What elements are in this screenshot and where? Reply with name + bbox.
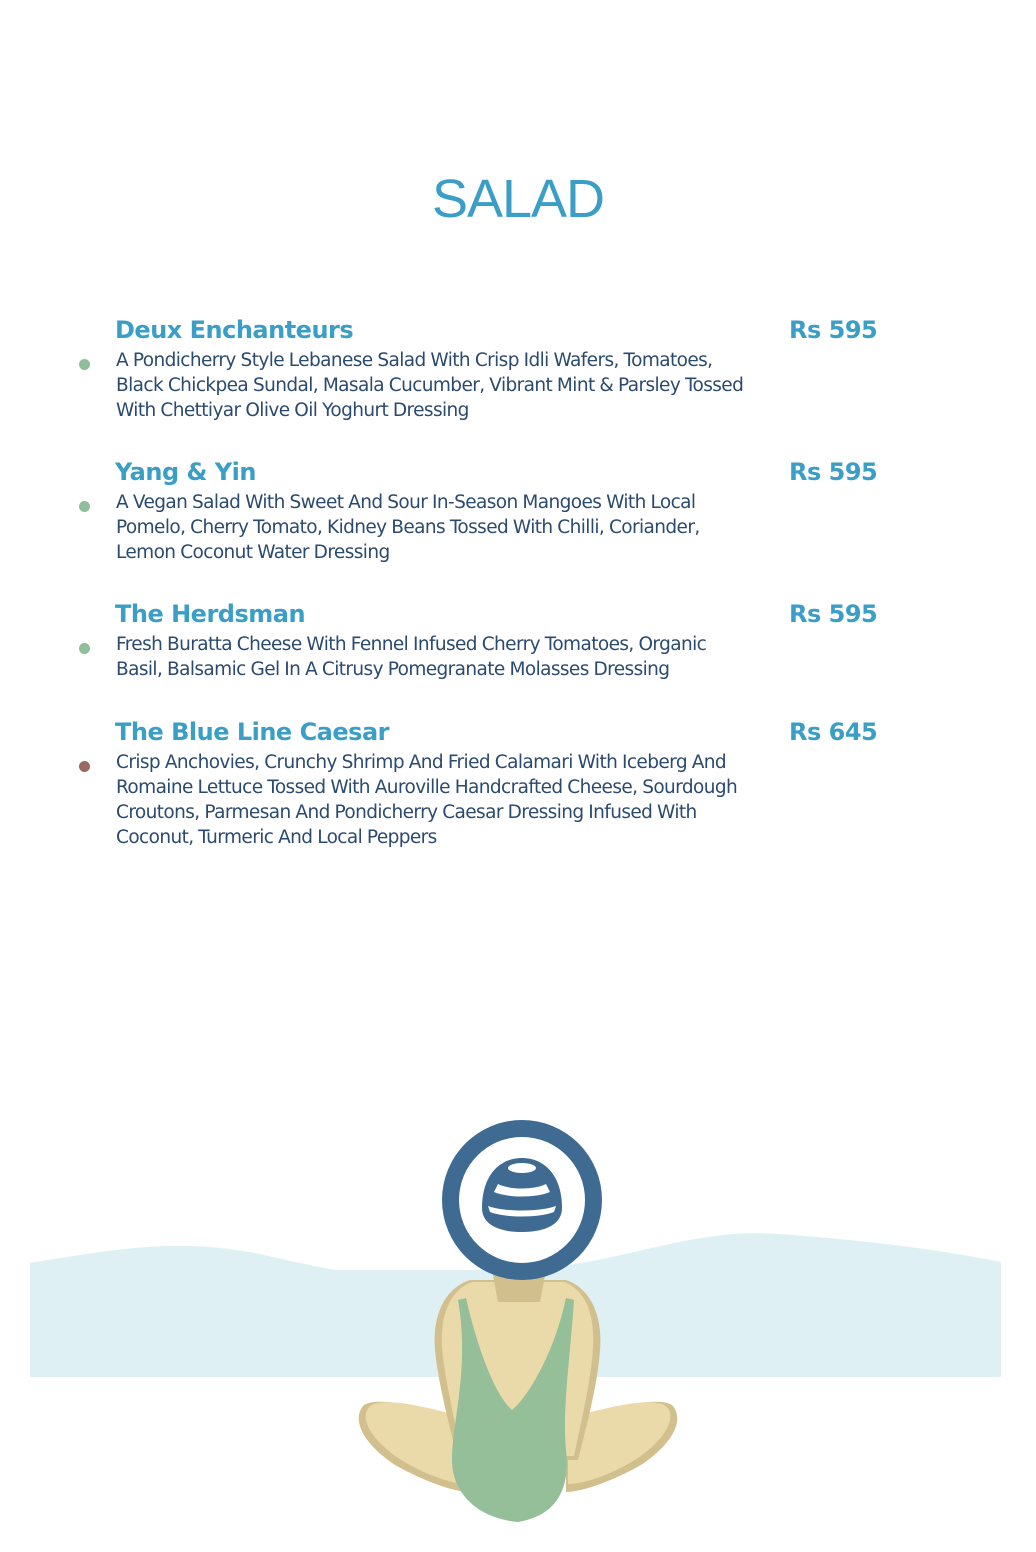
hat-top [508, 1163, 536, 1173]
menu-item-name: The Herdsman [115, 600, 306, 628]
menu-item-name: The Blue Line Caesar [115, 718, 389, 746]
menu-item-price: Rs 595 [789, 458, 878, 486]
menu-item-name: Yang & Yin [115, 458, 256, 486]
veg-indicator-dot [79, 501, 90, 512]
veg-indicator-dot [79, 643, 90, 654]
beach-woman-illustration [0, 1120, 1036, 1552]
veg-indicator-dot [79, 359, 90, 370]
menu-item-description: A Pondicherry Style Lebanese Salad With Crisp Idli Wafers, Tomatoes, Black Chickpea Sundal, Masala Cucumber, Vibrant Mint & Parsley Tossed With Chettiyar Olive Oil Yoghurt Dressing [116, 350, 744, 421]
menu-item-price: Rs 595 [789, 600, 878, 628]
menu-item-description: A Vegan Salad With Sweet And Sour In-Season Mangoes With Local Pomelo, Cherry Tomato, Kidney Beans Tossed With Chilli, Coriander, Lemon Coconut Water Dressing [116, 492, 700, 563]
page-title: SALAD [431, 169, 605, 229]
menu-item-price: Rs 645 [789, 718, 878, 746]
non-veg-indicator-dot [79, 761, 90, 772]
menu-item-price: Rs 595 [789, 316, 878, 344]
menu-item-name: Deux Enchanteurs [115, 316, 354, 344]
menu-item-description: Crisp Anchovies, Crunchy Shrimp And Fried Calamari With Iceberg And Romaine Lettuce Tossed With Auroville Handcrafted Cheese, Sourdough Croutons, Parmesan And Pondicherry Caesar Dressing Infused With Coconut, Turmeric And Local Peppers [116, 752, 738, 848]
menu-item-description: Fresh Buratta Cheese With Fennel Infused Cherry Tomatoes, Organic Basil, Balsamic Gel In A Citrusy Pomegranate Molasses Dressing [116, 634, 707, 680]
